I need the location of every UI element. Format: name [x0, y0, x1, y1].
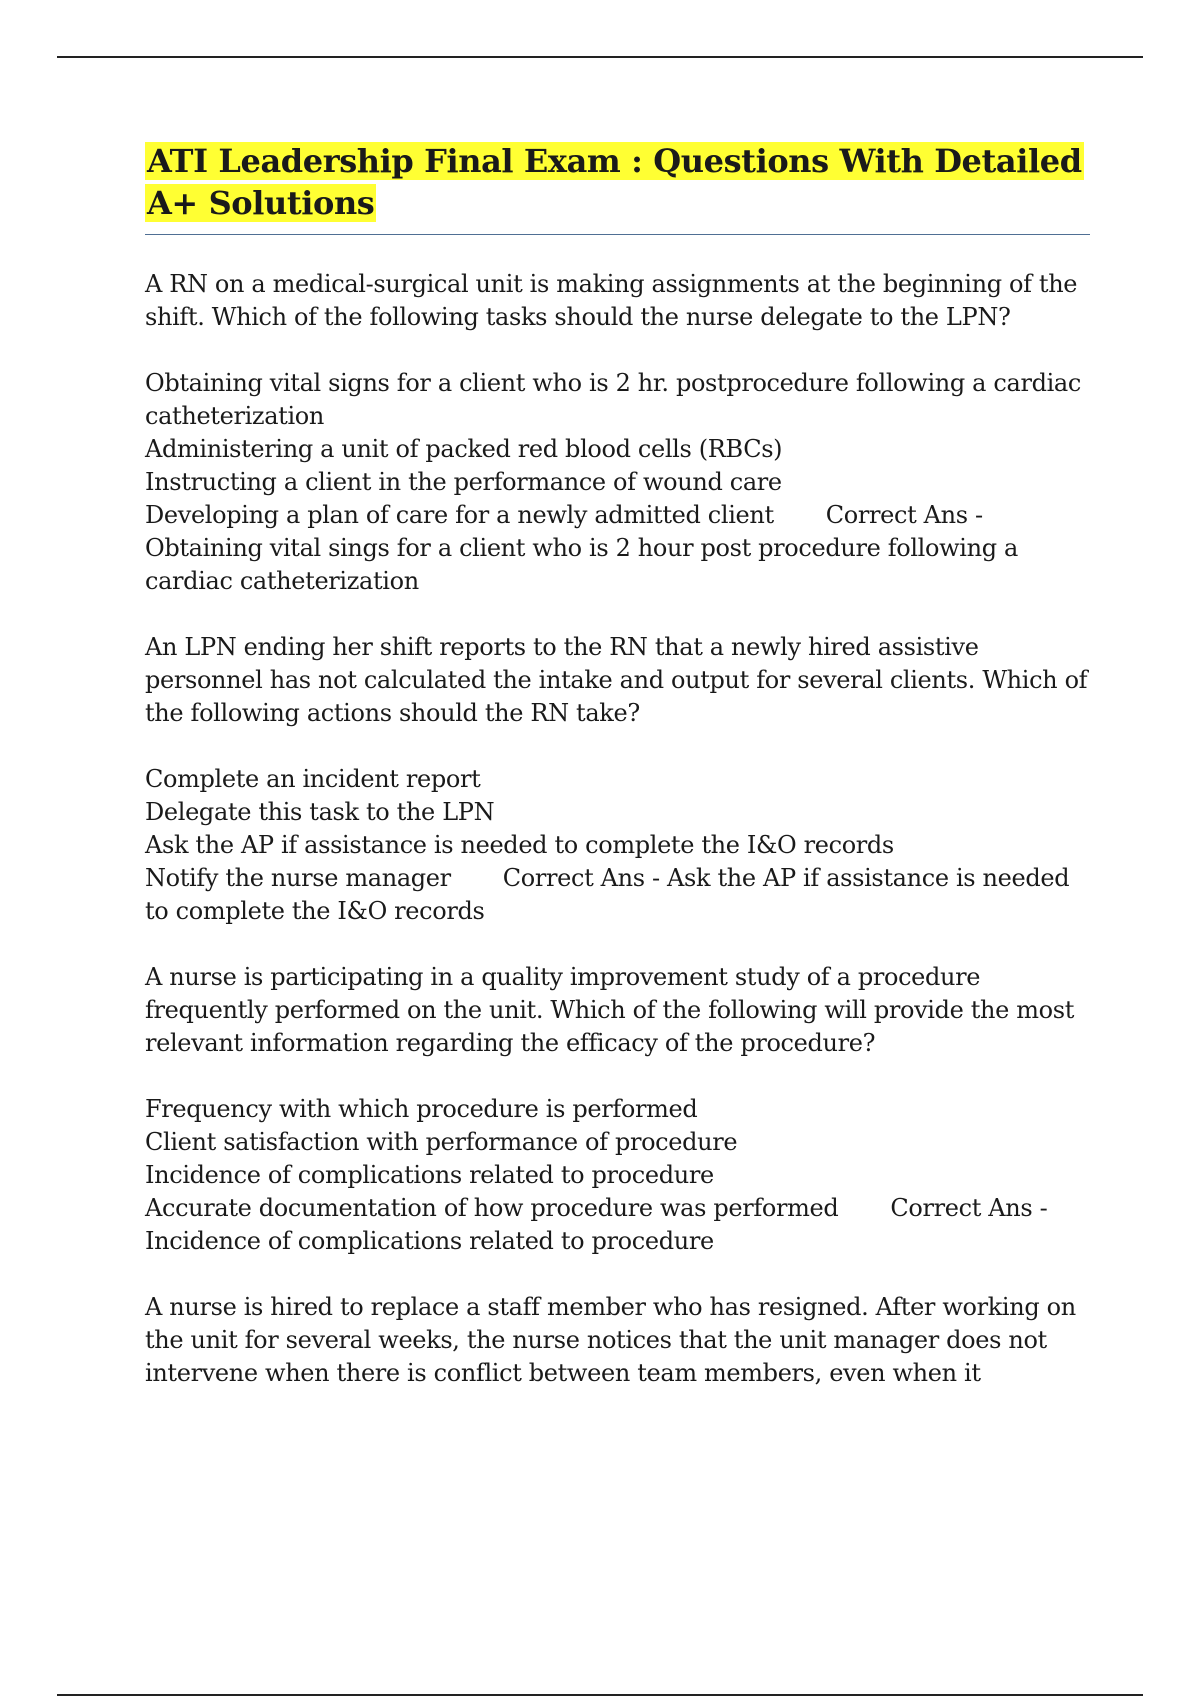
option-3-4: Accurate documentation of how procedure was performed [145, 1194, 839, 1222]
question-text-2: An LPN ending her shift reports to the RN that a newly hired assistive personnel has not calculated the intake and output for several clients. Which of the following actions should the RN take? [145, 633, 1088, 727]
document-body [145, 140, 1090, 1390]
question-block-3 [145, 961, 1090, 1258]
option-2-3: Ask the AP if assistance is needed to complete the I&O records [145, 831, 894, 859]
option-1-1: Obtaining vital signs for a client who is 2 hr. postprocedure following a cardiac catheterization [145, 369, 1081, 430]
question-text-3: A nurse is participating in a quality improvement study of a procedure frequently performed on the unit. Which of the following will provide the most relevant information regarding the efficacy of the procedure? [145, 963, 1075, 1057]
question-block-4 [145, 1291, 1090, 1390]
question-block-1 [145, 268, 1090, 598]
bottom-rule [57, 1694, 1143, 1696]
document-title [145, 140, 1090, 235]
option-list-3 [145, 1093, 1090, 1258]
answer-label-3: Correct Ans - [890, 1194, 1048, 1222]
option-2-1: Complete an incident report [145, 765, 481, 793]
answer-text-3: Incidence of complications related to procedure [145, 1227, 714, 1255]
title-highlight: ATI Leadership Final Exam : Questions With Detailed A+ Solutions [147, 142, 1082, 222]
option-1-2: Administering a unit of packed red blood cells (RBCs) [145, 435, 783, 463]
top-rule [57, 56, 1143, 58]
answer-text-1: Obtaining vital sings for a client who is 2 hour post procedure following a cardiac catheterization [145, 534, 1018, 595]
option-1-4: Developing a plan of care for a newly admitted client [145, 501, 774, 529]
option-3-3: Incidence of complications related to procedure [145, 1161, 714, 1189]
option-1-3: Instructing a client in the performance of wound care [145, 468, 782, 496]
question-text-4: A nurse is hired to replace a staff member who has resigned. After working on the unit for several weeks, the nurse notices that the unit manager does not intervene when there is conflict between team members, even when it [145, 1293, 1076, 1387]
option-list-2 [145, 763, 1090, 928]
option-3-1: Frequency with which procedure is performed [145, 1095, 698, 1123]
answer-label-1: Correct Ans - [825, 501, 983, 529]
option-list-1 [145, 367, 1090, 598]
option-2-2: Delegate this task to the LPN [145, 798, 495, 826]
option-2-4: Notify the nurse manager [145, 864, 451, 892]
question-text-1: A RN on a medical-surgical unit is making assignments at the beginning of the shift. Which of the following tasks should the nurse delegate to the LPN? [145, 270, 1078, 331]
answer-label-2: Correct Ans - [502, 864, 660, 892]
question-block-2 [145, 631, 1090, 928]
option-3-2: Client satisfaction with performance of procedure [145, 1128, 738, 1156]
answer-text-2: Ask the AP if assistance is needed to complete the I&O records [145, 864, 1070, 925]
